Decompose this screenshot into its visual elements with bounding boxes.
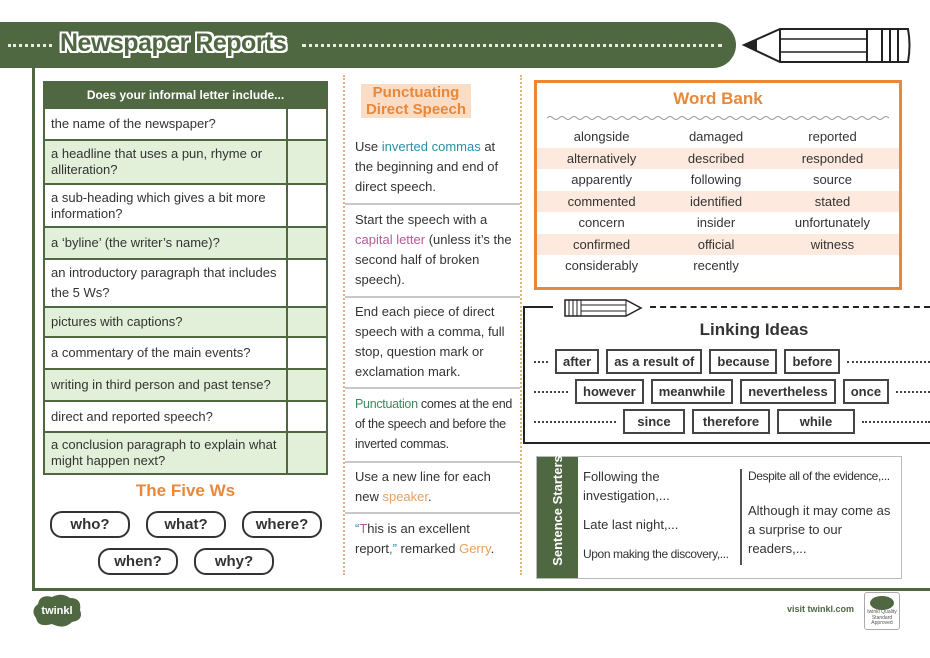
word-bank-word: damaged <box>688 129 744 145</box>
word-bank-row <box>537 169 899 191</box>
pencil-icon <box>742 26 912 66</box>
text: comes at the end of the speech and before the inverted commas. <box>355 397 512 451</box>
link-word: while <box>777 409 855 434</box>
text: Use <box>355 139 382 154</box>
checklist-table <box>43 81 328 475</box>
starter: Despite all of the evidence,... <box>748 469 890 483</box>
word-bank-word: apparently <box>571 172 632 188</box>
five-w-who: who? <box>50 511 130 538</box>
highlight: speaker <box>382 489 429 504</box>
word-bank-word: stated <box>766 191 899 213</box>
link-word: therefore <box>692 409 770 434</box>
five-w-when: when? <box>98 548 178 575</box>
visit-link[interactable]: visit twinkl.com <box>786 604 854 614</box>
starter: Although it may come as a surprise to our readers,... <box>748 503 891 556</box>
checklist-item: direct and reported speech? <box>44 401 287 432</box>
link-word: nevertheless <box>740 379 836 404</box>
word-bank-word: responded <box>766 148 899 170</box>
rule-capital-letter <box>355 210 515 290</box>
checkbox[interactable] <box>287 227 327 259</box>
divider <box>345 461 520 463</box>
divider <box>740 469 742 565</box>
text: (unless it’s the second half of broken speech). <box>355 232 512 287</box>
checklist-item: a commentary of the main events? <box>44 337 287 369</box>
speaker-name: Gerry <box>459 541 491 556</box>
divider <box>345 203 520 205</box>
linking-row <box>534 349 930 374</box>
text: . <box>490 541 495 556</box>
word-bank-word: insider <box>696 215 736 231</box>
word-bank-word: reported <box>808 129 857 145</box>
checkbox[interactable] <box>287 401 327 432</box>
word-bank-word: alongside <box>573 129 630 145</box>
dotted-line <box>847 361 930 363</box>
starter: Late last night,... <box>583 517 679 532</box>
checklist-item: writing in third person and past tense? <box>44 369 287 401</box>
page-title: Newspaper Reports <box>60 29 287 57</box>
checklist-item: a sub-heading which gives a bit more information? <box>44 184 287 227</box>
link-word: as a result of <box>606 349 702 374</box>
checkbox[interactable] <box>287 184 327 227</box>
word-bank-title: Word Bank <box>673 89 763 108</box>
checklist-item: a headline that uses a pun, rhyme or alliteration? <box>44 140 287 184</box>
highlight: inverted commas <box>381 139 481 154</box>
checklist-item: a conclusion paragraph to explain what might happen next? <box>44 432 287 474</box>
highlight: Punctuation <box>355 397 418 411</box>
rule-punctuation-position <box>355 394 515 454</box>
twinkl-logo <box>30 592 84 628</box>
checkbox[interactable] <box>287 108 327 140</box>
word-bank-word: alternatively <box>537 148 666 170</box>
word-bank <box>534 80 902 290</box>
text: his is an excellent report <box>355 521 470 556</box>
word-bank-word: considerably <box>565 258 639 274</box>
starter: Upon making the discovery,... <box>583 547 729 561</box>
word-bank-word: described <box>666 148 766 170</box>
linking-ideas-title: Linking Ideas <box>699 320 809 339</box>
punctuating-title: Punctuating Direct Speech <box>361 84 471 118</box>
word-bank-row <box>537 234 899 256</box>
rule-new-speaker <box>355 467 515 507</box>
five-w-where: where? <box>242 511 322 538</box>
link-word: after <box>555 349 599 374</box>
dotted-line <box>896 391 930 393</box>
checklist-header: Does your informal letter include... <box>44 82 327 108</box>
text: at the beginning and end of direct speech. <box>355 139 499 194</box>
dotted-divider <box>343 75 345 575</box>
text: . <box>428 489 432 504</box>
checkbox[interactable] <box>287 259 327 307</box>
word-bank-word: commented <box>537 191 666 213</box>
five-w-what: what? <box>146 511 226 538</box>
dotted-divider <box>520 75 522 575</box>
dotted-line <box>534 391 568 393</box>
word-bank-word: unfortunately <box>794 215 871 231</box>
divider <box>345 387 520 389</box>
word-bank-row <box>537 191 899 213</box>
example-sentence <box>355 519 515 559</box>
checkbox[interactable] <box>287 432 327 474</box>
checklist-item: pictures with captions? <box>44 307 287 337</box>
link-word: meanwhile <box>651 379 733 404</box>
text: Use a new line for each new <box>355 469 491 504</box>
five-ws-title: The Five Ws <box>135 481 236 500</box>
header-bar <box>0 22 736 68</box>
word-bank-word <box>766 255 899 277</box>
starter: Following the investigation,... <box>583 469 670 503</box>
comma: , <box>388 541 393 556</box>
link-word: however <box>575 379 644 404</box>
word-bank-row <box>537 255 899 277</box>
checkbox[interactable] <box>287 307 327 337</box>
dotted-line <box>862 421 930 423</box>
word-bank-word: concern <box>578 215 625 231</box>
badge-text: twinkl Quality Standard Approved <box>867 609 897 626</box>
badge-cloud <box>870 596 894 610</box>
word-bank-word: following <box>690 172 742 188</box>
dotted-line <box>534 361 548 363</box>
sentence-starters-side <box>537 457 578 578</box>
divider <box>345 512 520 514</box>
header-dots-left <box>8 44 52 47</box>
rule-inverted-commas <box>355 137 515 197</box>
t: T <box>359 521 368 536</box>
text: Start the speech with a <box>355 212 488 227</box>
word-bank-word: identified <box>666 191 766 213</box>
sentence-starters-box <box>536 456 902 579</box>
linking-row <box>534 409 930 434</box>
word-bank-row <box>537 126 899 148</box>
five-w-why: why? <box>194 548 274 575</box>
svg-text:twinkl: twinkl <box>41 605 73 617</box>
q: “ <box>355 521 360 536</box>
header-dots-right <box>302 44 722 47</box>
link-word: once <box>843 379 889 404</box>
checklist-item: an introductory paragraph that includes the 5 Ws? <box>44 259 287 307</box>
divider <box>345 296 520 298</box>
highlight: capital letter <box>355 232 426 247</box>
link-word: because <box>709 349 777 374</box>
link-word: before <box>784 349 840 374</box>
word-bank-table <box>537 126 899 277</box>
link-word: since <box>623 409 685 434</box>
rule-end-punctuation: End each piece of direct speech with a comma, full stop, question mark or exclamation mark. <box>355 304 505 379</box>
word-bank-word: recently <box>693 258 739 274</box>
sentence-starters-label: Sentence Starters <box>550 455 565 566</box>
text: remarked <box>396 541 460 556</box>
word-bank-word: confirmed <box>537 234 666 256</box>
checkbox[interactable] <box>287 140 327 184</box>
word-bank-row <box>537 148 899 170</box>
word-bank-word: official <box>666 234 766 256</box>
checklist-item: a ‘byline’ (the writer’s name)? <box>44 227 287 259</box>
checklist-item: the name of the newspaper? <box>44 108 287 140</box>
quality-badge <box>864 592 900 630</box>
checkbox[interactable] <box>287 337 327 369</box>
linking-row <box>534 379 930 404</box>
wavy-divider <box>547 115 889 121</box>
dotted-line <box>534 421 616 423</box>
word-bank-word: witness <box>766 234 899 256</box>
word-bank-word: source <box>812 172 852 188</box>
word-bank-row <box>537 212 899 234</box>
checkbox[interactable] <box>287 369 327 401</box>
q: ” <box>392 541 397 556</box>
